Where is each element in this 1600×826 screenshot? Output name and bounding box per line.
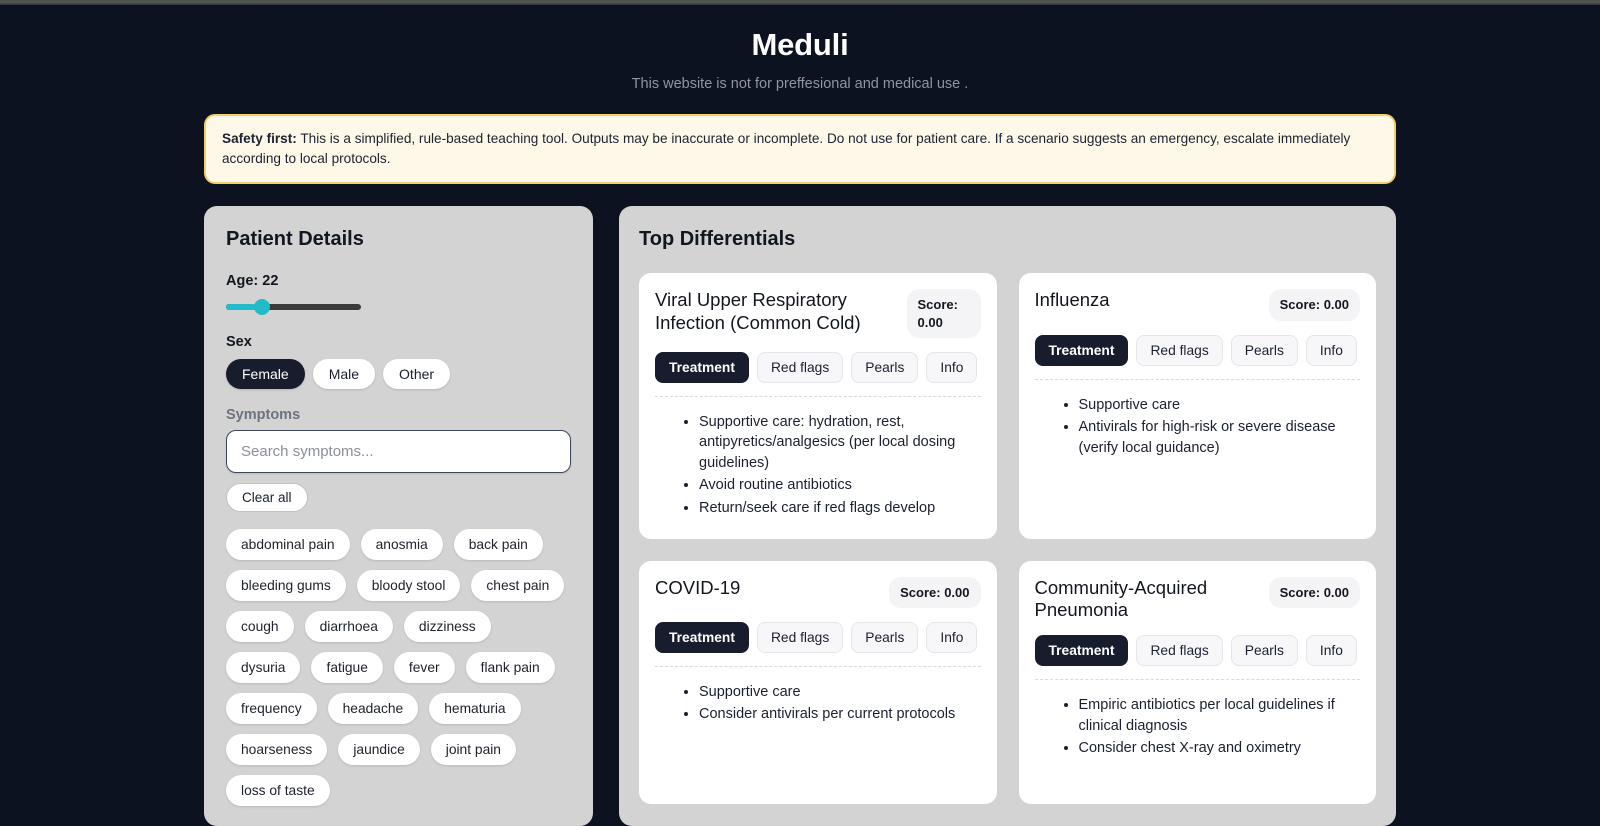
score-badge: Score: 0.00 (1269, 289, 1360, 320)
safety-banner (204, 114, 1396, 184)
symptom-chip[interactable]: fatigue (311, 652, 382, 683)
treatment-bullet: • Supportive care (699, 682, 981, 703)
differential-card (1019, 273, 1377, 538)
treatment-bullet-list (699, 682, 981, 727)
differential-card-header (655, 289, 981, 337)
score-badge: Score: 0.00 (907, 289, 981, 337)
clear-all-button[interactable]: Clear all (226, 483, 308, 512)
tab-red-flags[interactable]: Red flags (1136, 335, 1222, 366)
treatment-bullet: • Empiric antibiotics per local guidelines if clinical diagnosis (1079, 695, 1361, 736)
symptom-chip[interactable]: flank pain (466, 652, 555, 683)
age-slider-thumb[interactable] (254, 299, 270, 315)
score-badge: Score: 0.00 (1269, 577, 1360, 608)
treatment-bullet: • Supportive care: hydration, rest, antipyretics/analgesics (per local dosing guidelines) (699, 412, 981, 474)
tab-red-flags[interactable]: Red flags (757, 622, 843, 653)
card-divider (655, 396, 981, 397)
tab-red-flags[interactable]: Red flags (757, 352, 843, 383)
treatment-bullet: • Consider chest X-ray and oximetry (1079, 738, 1361, 759)
card-divider (655, 666, 981, 667)
age-slider[interactable] (226, 298, 361, 316)
differential-name: Influenza (1034, 289, 1110, 311)
app-page (0, 5, 1600, 799)
age-label: Age: 22 (226, 273, 279, 290)
tab-pearls[interactable]: Pearls (1231, 335, 1298, 366)
treatment-bullet: • Return/seek care if red flags develop (699, 498, 981, 519)
symptom-chip[interactable]: back pain (454, 529, 543, 560)
symptom-chip[interactable]: hoarseness (226, 734, 327, 765)
symptoms-label: Symptoms (226, 407, 301, 424)
tab-treatment[interactable]: Treatment (655, 622, 749, 653)
treatment-bullet-list (699, 412, 981, 521)
tab-treatment[interactable]: Treatment (1035, 635, 1129, 666)
symptom-chip[interactable]: headache (328, 693, 419, 724)
symptom-chip[interactable]: loss of taste (226, 775, 330, 806)
symptom-chip[interactable]: abdominal pain (226, 529, 350, 560)
sex-option-female[interactable]: Female (226, 359, 305, 389)
sex-option-male[interactable]: Male (313, 359, 375, 389)
safety-banner-lead: Safety first: (222, 131, 297, 146)
differential-card (639, 561, 997, 804)
differential-tabs (1035, 635, 1361, 666)
symptom-chip[interactable]: chest pain (471, 570, 564, 601)
tab-pearls[interactable]: Pearls (851, 352, 918, 383)
symptom-chip[interactable]: diarrhoea (305, 611, 393, 642)
patient-details-title: Patient Details (226, 228, 364, 251)
differential-name: Community-Acquired Pneumonia (1034, 576, 1208, 620)
sex-label: Sex (226, 334, 252, 351)
card-divider (1035, 679, 1361, 680)
tab-info[interactable]: Info (1306, 635, 1357, 666)
symptom-chip[interactable]: fever (394, 652, 455, 683)
symptom-chip-list (226, 529, 571, 806)
differential-card-header (1035, 289, 1361, 320)
treatment-bullet: • Supportive care (1079, 395, 1361, 416)
sex-option-other[interactable]: Other (383, 359, 450, 389)
score-badge: Score: 0.00 (889, 577, 980, 608)
tab-info[interactable]: Info (926, 352, 977, 383)
symptom-chip[interactable]: jaundice (338, 734, 419, 765)
sex-option-group (226, 359, 571, 389)
symptom-chip[interactable]: joint pain (431, 734, 516, 765)
symptom-chip[interactable]: cough (226, 611, 294, 642)
tab-info[interactable]: Info (926, 622, 977, 653)
safety-banner-text: This is a simplified, rule-based teaching tool. Outputs may be inaccurate or incomplete. Do not use for patient care. If a scenario suggests an emergency, escalate immediately according to local protocols. (222, 131, 1351, 166)
differential-name: COVID-19 (655, 576, 741, 598)
differential-cards-grid (639, 273, 1376, 803)
patient-details-panel (204, 206, 593, 826)
symptom-chip[interactable]: dizziness (404, 611, 491, 642)
top-differentials-panel (619, 206, 1396, 825)
symptom-chip[interactable]: bleeding gums (226, 570, 346, 601)
card-divider (1035, 379, 1361, 380)
tab-treatment[interactable]: Treatment (655, 352, 749, 383)
treatment-bullet: • Avoid routine antibiotics (699, 475, 981, 496)
treatment-bullet-list (1079, 695, 1361, 761)
differential-name: Viral Upper Respiratory Infection (Common Cold) (655, 289, 861, 333)
symptom-chip[interactable]: bloody stool (357, 570, 461, 601)
differential-tabs (655, 622, 981, 653)
page-title: Meduli (751, 27, 849, 62)
symptom-chip[interactable]: anosmia (361, 529, 443, 560)
tab-pearls[interactable]: Pearls (851, 622, 918, 653)
treatment-bullet: • Consider antivirals per current protocols (699, 704, 981, 725)
main-content (204, 206, 1396, 826)
treatment-bullet-list (1079, 395, 1361, 461)
symptom-chip[interactable]: hematuria (429, 693, 520, 724)
tab-info[interactable]: Info (1306, 335, 1357, 366)
symptom-chip[interactable]: frequency (226, 693, 317, 724)
differential-card-header (655, 577, 981, 608)
differential-card (1019, 561, 1377, 804)
symptom-chip[interactable]: dysuria (226, 652, 300, 683)
search-symptoms-input[interactable] (226, 430, 571, 473)
differential-tabs (1035, 335, 1361, 366)
tab-pearls[interactable]: Pearls (1231, 635, 1298, 666)
page-subtitle: This website is not for preffesional and medical use . (631, 76, 969, 92)
tab-red-flags[interactable]: Red flags (1136, 635, 1222, 666)
differential-card (639, 273, 997, 538)
top-differentials-title: Top Differentials (639, 228, 796, 251)
treatment-bullet: • Antivirals for high-risk or severe disease (verify local guidance) (1079, 417, 1361, 458)
differential-tabs (655, 352, 981, 383)
differential-card-header (1035, 577, 1361, 621)
tab-treatment[interactable]: Treatment (1035, 335, 1129, 366)
